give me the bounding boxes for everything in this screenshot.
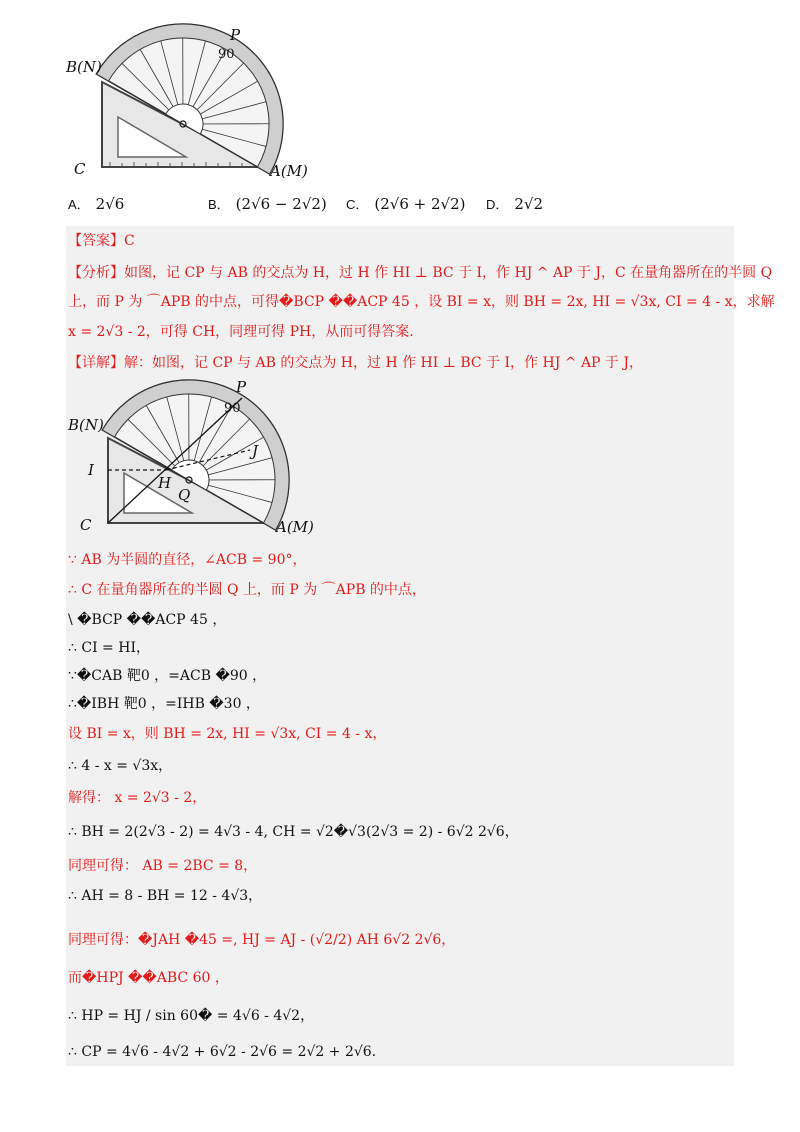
analysis-line-2: 上，而 P 为 ⌒APB 的中点，可得�BCP ��ACP 45 ，设 BI = x，则 BH = 2x, HI = √3x, CI = 4 - x，求解 [68,294,775,310]
step-14: 而�HPJ ��ABC 60 ， [68,970,229,986]
protractor-figure-solution [66,378,316,538]
step-15: ∴ HP = HJ / sin 60� = 4√6 - 4√2， [68,1008,315,1024]
step-16: ∴ CP = 4√6 - 4√2 + 6√2 - 2√6 = 2√2 + 2√6. [68,1044,377,1060]
step-9: 解得： x = 2√3 - 2， [68,790,207,806]
step-13: 同理可得：�JAH �45 =, HJ = AJ - (√2/2) AH 6√2 2√6， [68,932,456,948]
protractor-figure-top [60,22,310,182]
step-5: ∵�CAB 靶0 ，=ACB �90 ， [68,668,267,684]
label-C: C [80,516,92,534]
label-90: 90 [218,47,235,62]
label-B: B(N) [68,416,104,434]
choice-d[interactable]: D． 2√2 [486,195,544,213]
label-P: P [236,378,247,396]
step-6: ∴�IBH 靶0 ，=IHB �30 ， [68,696,260,712]
label-A: A(M) [270,162,308,180]
step-8: ∴ 4 - x = √3x， [68,758,173,774]
step-4: ∴ CI = HI， [68,640,150,656]
label-B: B(N) [66,58,102,76]
step-2: ∴ C 在量角器所在的半圆 Q 上，而 P 为 ⌒APB 的中点， [68,582,426,598]
label-P: P [230,26,241,44]
label-J: J [252,442,259,460]
answer-choices [68,192,728,218]
analysis-line-1: 【分析】如图，记 CP 与 AB 的交点为 H，过 H 作 HI ⊥ BC 于 I，作 HJ ^ AP 于 J，C 在量角器所在的半圆 Q [68,264,773,281]
label-H: H [158,474,172,492]
label-I: I [88,461,94,479]
label-Q: Q [178,486,191,504]
step-3: \ �BCP ��ACP 45 ， [68,612,227,628]
choice-b[interactable]: B． (2√6 − 2√2) [208,195,327,213]
choice-c[interactable]: C． (2√6 + 2√2) [346,195,466,213]
label-90: 90 [224,401,241,416]
analysis-line-3: x = 2√3 - 2，可得 CH，同理可得 PH，从而可得答案. [68,324,414,340]
step-11: 同理可得： AB = 2BC = 8， [68,858,258,874]
step-12: ∴ AH = 8 - BH = 12 - 4√3， [68,888,263,904]
step-1: ∵ AB 为半圆的直径，∠ACB = 90°， [68,552,307,568]
choice-a[interactable]: A． 2√6 [68,195,125,213]
label-C: C [74,160,86,178]
label-A: A(M) [276,518,314,536]
protractor-diagram-annotated [66,378,316,538]
step-10: ∴ BH = 2(2√3 - 2) = 4√3 - 4, CH = √2�√3(2√3 = 2) - 6√2 2√6， [68,824,519,840]
detail-line-0: 【详解】解：如图，记 CP 与 AB 的交点为 H，过 H 作 HI ⊥ BC 于 I，作 HJ ^ AP 于 J， [68,354,643,371]
protractor-diagram [60,22,310,182]
answer-line: 【答案】C [68,232,135,249]
step-7: 设 BI = x，则 BH = 2x, HI = √3x, CI = 4 - x， [68,726,387,742]
